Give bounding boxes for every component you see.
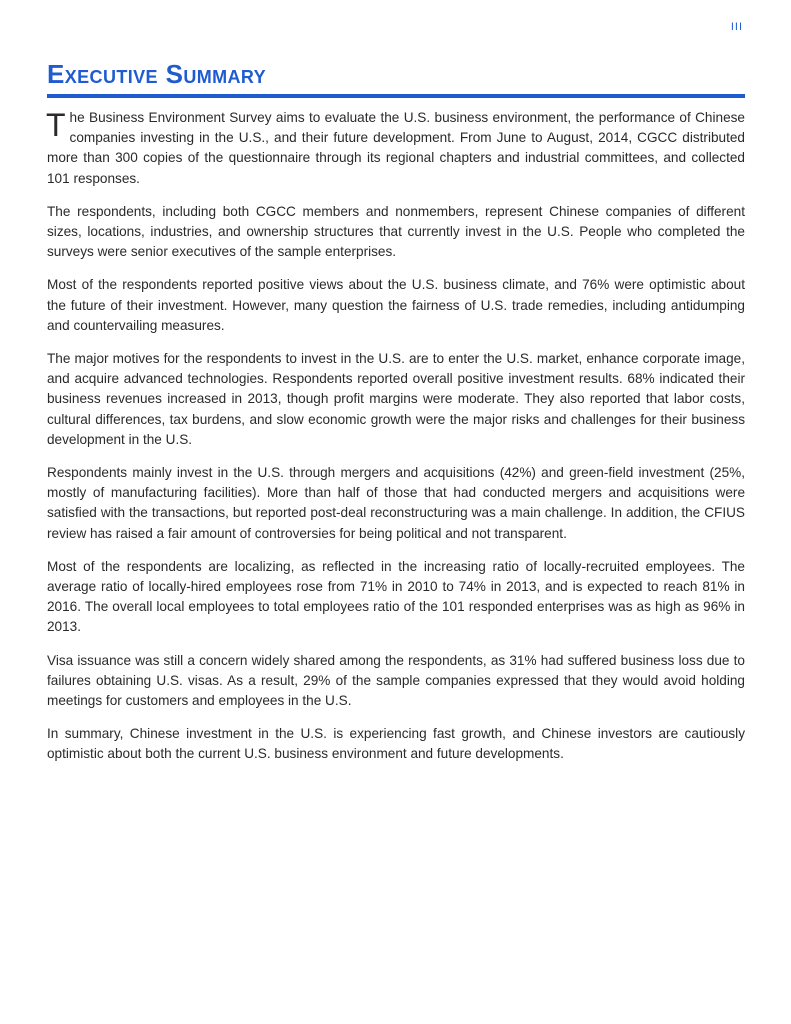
page-number: III <box>730 21 743 33</box>
paragraph-6: Most of the respondents are localizing, as reflected in the increasing ratio of locally-recruited employees. The average ratio of locally-hired employees rose from 71% in 2010 to 74% in 2013, and is expected to reach 81% in 2016. The overall local employees to total employees ratio of the 101 responded enterprises was as high as 96% in 2013. <box>47 558 745 635</box>
paragraph-1 <box>47 108 745 189</box>
paragraph-8: In summary, Chinese investment in the U.S. is experiencing fast growth, and Chinese investors are cautiously optimistic about both the current U.S. business environment and future developments. <box>47 726 745 762</box>
title-rule <box>47 94 745 98</box>
paragraph-7: Visa issuance was still a concern widely shared among the respondents, as 31% had suffered business loss due to failures obtaining U.S. visas. As a result, 29% of the sample companies expressed that they would avoid holding meetings for customers and employees in the U.S. <box>47 652 745 709</box>
paragraph-1-text: he Business Environment Survey aims to evaluate the U.S. business environment, the performance of Chinese companies investing in the U.S., and their future development. From June to August, 2014, CGCC distributed more than 300 copies of the questionnaire through its regional chapters and industrial committees, and collected 101 responses. <box>47 110 745 186</box>
paragraph-3: Most of the respondents reported positive views about the U.S. business climate, and 76% were optimistic about the future of their investment. However, many question the fairness of U.S. trade remedies, including antidumping and countervailing measures. <box>47 277 745 333</box>
paragraph-2: The respondents, including both CGCC members and nonmembers, represent Chinese companies of different sizes, locations, industries, and ownership structures that currently invest in the U.S. People who completed the surveys were senior executives of the sample enterprises. <box>47 203 745 260</box>
drop-cap: T <box>46 107 66 143</box>
paragraph-5: Respondents mainly invest in the U.S. through mergers and acquisitions (42%) and green-field investment (25%, mostly of manufacturing facilities). More than half of those that had conducted mergers and acquisitions were satisfied with the transactions, but reported post-deal reconstructuring was a main challenge. In addition, the CFIUS review has raised a fair amount of controversies for being political and not transparent. <box>47 465 745 541</box>
paragraph-4: The major motives for the respondents to invest in the U.S. are to enter the U.S. market, enhance corporate image, and acquire advanced technologies. Respondents reported overall positive investment results. 68% indicated their business revenues increased in 2013, though profit margins were moderate. They also reported that labor costs, cultural differences, tax burdens, and slow economic growth were the major risks and challenges for their business development in the U.S. <box>47 351 745 447</box>
summary-body <box>47 108 745 778</box>
page-title: Executive Summary <box>47 59 267 89</box>
